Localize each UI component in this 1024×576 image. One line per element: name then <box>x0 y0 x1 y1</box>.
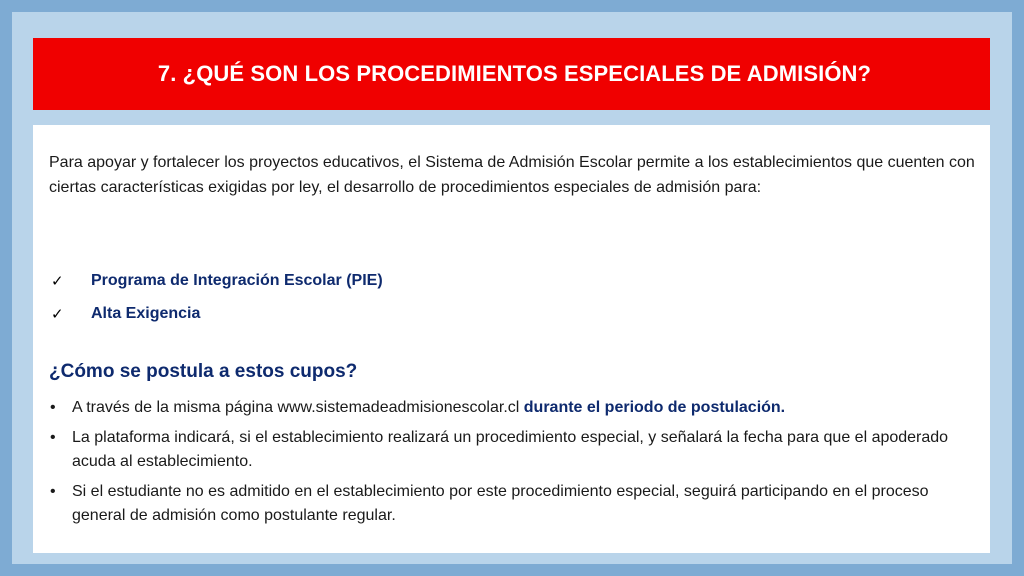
bullet-icon: • <box>50 428 56 446</box>
bullet-item <box>49 396 979 421</box>
checkmark-icon: ✓ <box>51 272 64 290</box>
bullet-text: La plataforma indicará, si el establecimiento realizará un procedimiento especial, y señalará la fecha para que el apoderado acuda al establecimiento. <box>72 428 949 470</box>
slide-title: 7. ¿QUÉ SON LOS PROCEDIMIENTOS ESPECIALES DE ADMISIÓN? <box>157 61 872 86</box>
checkmark-icon: ✓ <box>51 305 64 323</box>
check-item <box>49 297 383 330</box>
check-item-label: Programa de Integración Escolar (PIE) <box>91 271 383 289</box>
bullet-item <box>49 426 979 475</box>
check-item-label: Alta Exigencia <box>91 304 201 322</box>
intro-paragraph: Para apoyar y fortalecer los proyectos educativos, el Sistema de Admisión Escolar permite a los establecimientos que cuenten con ciertas características exigidas por ley, el desarrollo de procedimientos especiales de admisión para: <box>49 154 975 196</box>
check-list <box>49 264 383 330</box>
title-bar <box>33 38 990 110</box>
check-item <box>49 264 383 297</box>
bullet-plain-text: A través de la misma página www.sistemadeadmisionescolar.cl <box>72 399 520 416</box>
bullet-icon: • <box>50 399 56 416</box>
bullet-icon: • <box>50 482 56 500</box>
question-heading: ¿Cómo se postula a estos cupos? <box>49 361 358 382</box>
bullet-list <box>49 396 979 534</box>
bullet-bold-text: durante el periodo de postulación. <box>523 399 786 416</box>
bullet-text <box>72 396 979 421</box>
bullet-item <box>49 480 979 529</box>
bullet-text: Si el estudiante no es admitido en el establecimiento por este procedimiento especial, seguirá participando en el proceso general de admisión como postulante regular. <box>72 482 929 524</box>
